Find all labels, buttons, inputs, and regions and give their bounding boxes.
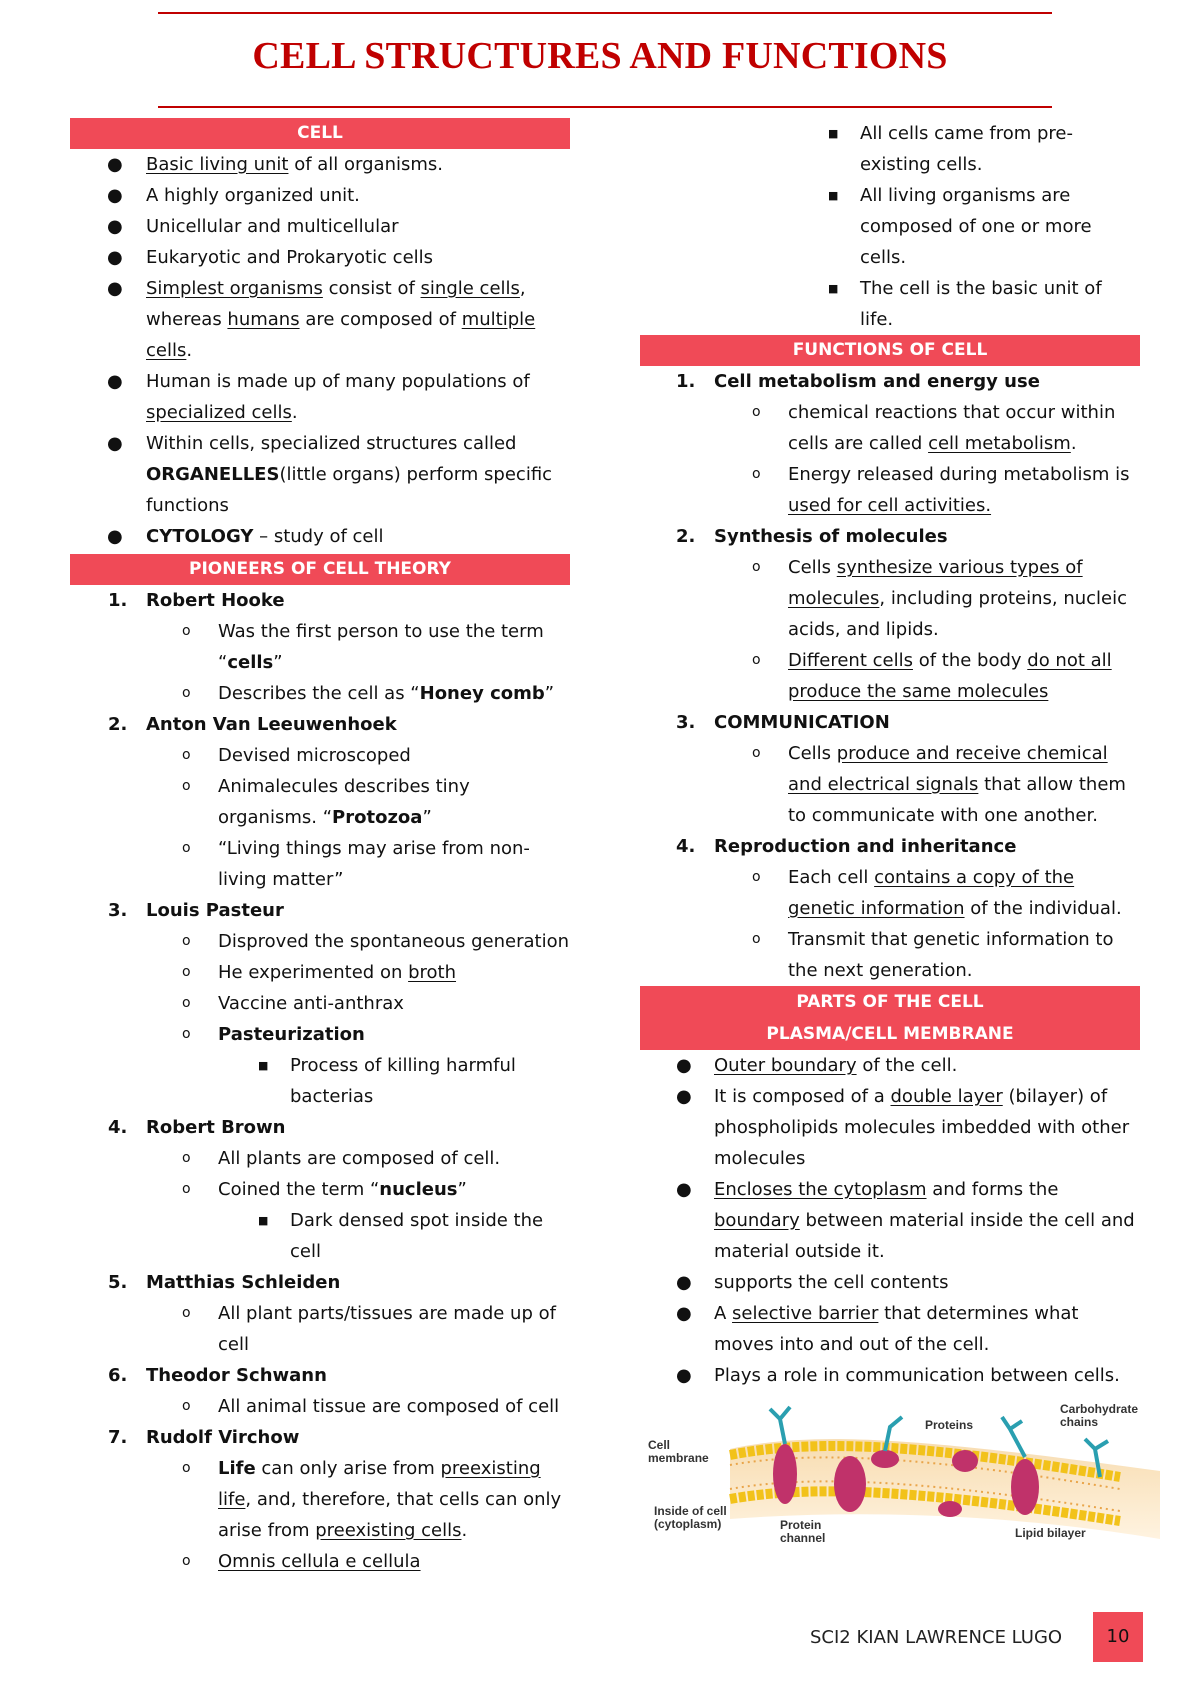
- function-point: o Transmit that genetic information to the next generation.: [752, 929, 1114, 981]
- function-point: o Cells produce and receive chemical and electrical signals that allow them to communicate with one another.: [752, 743, 1126, 826]
- pioneer-point: o “Living things may arise from non-living matter”: [182, 838, 530, 890]
- protein-icon: [952, 1450, 978, 1472]
- pioneers-header: PIONEERS OF CELL THEORY: [70, 554, 570, 585]
- right-column: [640, 118, 1140, 1559]
- page-title: CELL STRUCTURES AND FUNCTIONS: [252, 35, 948, 77]
- cell-bullet: ● Simplest organisms consist of single cells, whereas humans are composed of multiple cells.: [107, 278, 536, 361]
- protein-icon: [1011, 1459, 1039, 1515]
- page-number: 10: [1093, 1612, 1143, 1662]
- cell-theory-point: ■ The cell is the basic unit of life.: [828, 278, 1102, 330]
- pioneer-point: o Omnis cellula e cellula: [182, 1551, 421, 1572]
- parts-header-title: PARTS OF THE CELL: [796, 992, 984, 1012]
- pioneer-point: o Animalecules describes tiny organisms. “Protozoa”: [182, 776, 470, 828]
- label-proteins: Proteins: [925, 1418, 974, 1432]
- pioneer-point: o All plant parts/tissues are made up of cell: [182, 1303, 556, 1355]
- pioneer-name: 3. Louis Pasteur: [108, 900, 284, 921]
- title-rule: [158, 106, 1052, 108]
- cell-bullet: ● Eukaryotic and Prokaryotic cells: [107, 247, 434, 268]
- pioneer-name: 2. Anton Van Leeuwenhoek: [108, 714, 397, 735]
- pioneer-point: o Was the first person to use the term “cells”: [182, 621, 544, 673]
- pioneer-point: o Vaccine anti-anthrax: [182, 993, 404, 1014]
- pioneer-name: 4. Robert Brown: [108, 1117, 286, 1138]
- membrane-bullet: ● It is composed of a double layer (bilayer) of phospholipids molecules imbedded with other molecules: [676, 1086, 1130, 1169]
- carbohydrate-icon: [1002, 1417, 1025, 1457]
- pioneer-point: o Devised microscoped: [182, 745, 411, 766]
- pioneer-subpoint: ■ Dark densed spot inside the cell: [258, 1210, 544, 1262]
- protein-icon: [871, 1450, 899, 1468]
- label-protein-channel: Protein channel: [780, 1518, 826, 1545]
- cell-bullet: ● Basic living unit of all organisms.: [107, 154, 443, 175]
- cell-theory-point: ■ All living organisms are composed of one or more cells.: [828, 185, 1092, 268]
- left-column: [70, 118, 570, 1577]
- top-rule: [158, 12, 1052, 14]
- cell-bullet: ● A highly organized unit.: [107, 185, 360, 206]
- pioneer-point: o He experimented on broth: [182, 962, 457, 983]
- label-lipid-bilayer: Lipid bilayer: [1015, 1526, 1086, 1540]
- function-name: 4. Reproduction and inheritance: [676, 836, 1017, 857]
- label-carbohydrate: Carbohydrate chains: [1060, 1402, 1139, 1429]
- pioneer-name: 6. Theodor Schwann: [108, 1365, 327, 1386]
- membrane-header-title: PLASMA/CELL MEMBRANE: [766, 1024, 1014, 1044]
- protein-icon: [938, 1501, 962, 1517]
- parts-header: [640, 986, 1140, 1050]
- cell-theory-point: ■ All cells came from pre-existing cells.: [828, 123, 1073, 175]
- carbohydrate-icon: [770, 1407, 790, 1444]
- membrane-bullet: ● Encloses the cytoplasm and forms the boundary between material inside the cell and material outside it.: [676, 1179, 1135, 1262]
- function-point: o Each cell contains a copy of the genetic information of the individual.: [752, 867, 1122, 919]
- function-point: o chemical reactions that occur within cells are called cell metabolism.: [752, 402, 1116, 454]
- function-point: o Energy released during metabolism is used for cell activities.: [752, 464, 1130, 516]
- protein-icon: [773, 1444, 797, 1504]
- function-point: o Different cells of the body do not all produce the same molecules: [752, 650, 1112, 702]
- function-name: 3. COMMUNICATION: [676, 712, 890, 733]
- function-point: o Cells synthesize various types of molecules, including proteins, nucleic acids, and lipids.: [752, 557, 1128, 640]
- pioneer-name: 5. Matthias Schleiden: [108, 1272, 341, 1293]
- protein-channel-icon: [834, 1456, 866, 1512]
- pioneer-point: o Describes the cell as “Honey comb”: [182, 683, 555, 704]
- membrane-bullet: ● supports the cell contents: [676, 1272, 949, 1293]
- pioneer-point: o Disproved the spontaneous generation: [182, 931, 570, 952]
- cell-bullet: ● CYTOLOGY – study of cell: [107, 526, 384, 547]
- cell-bullet: ● Human is made up of many populations of specialized cells.: [107, 371, 530, 423]
- functions-header: FUNCTIONS OF CELL: [640, 335, 1140, 366]
- label-inside-cell: Inside of cell (cytoplasm): [654, 1504, 727, 1531]
- pioneer-name: 7. Rudolf Virchow: [108, 1427, 300, 1448]
- pioneer-name: 1. Robert Hooke: [108, 590, 285, 611]
- cell-header: CELL: [70, 118, 570, 149]
- pioneer-point: o Coined the term “nucleus”: [182, 1179, 467, 1200]
- membrane-bullet: ● Plays a role in communication between cells.: [676, 1365, 1120, 1386]
- function-name: 1. Cell metabolism and energy use: [676, 371, 1040, 392]
- footer-author: SCI2 KIAN LAWRENCE LUGO: [810, 1627, 1063, 1648]
- pioneer-point: o All animal tissue are composed of cell: [182, 1396, 560, 1417]
- label-cell-membrane: Cell membrane: [648, 1438, 709, 1465]
- cell-bullet: ● Within cells, specialized structures called ORGANELLES(little organs) perform specific functions: [107, 433, 553, 516]
- function-name: 2. Synthesis of molecules: [676, 526, 948, 547]
- membrane-bullet: ● Outer boundary of the cell.: [676, 1055, 958, 1076]
- membrane-diagram: [640, 1399, 1160, 1559]
- pioneer-point: o Pasteurization: [182, 1024, 365, 1045]
- cell-bullet: ● Unicellular and multicellular: [107, 216, 399, 237]
- membrane-bullet: ● A selective barrier that determines what moves into and out of the cell.: [676, 1303, 1079, 1355]
- pioneer-point: o Life can only arise from preexisting life, and, therefore, that cells can only arise from preexisting cells.: [182, 1458, 562, 1541]
- pioneer-point: o All plants are composed of cell.: [182, 1148, 501, 1169]
- pioneer-subpoint: ■ Process of killing harmful bacterias: [258, 1055, 516, 1107]
